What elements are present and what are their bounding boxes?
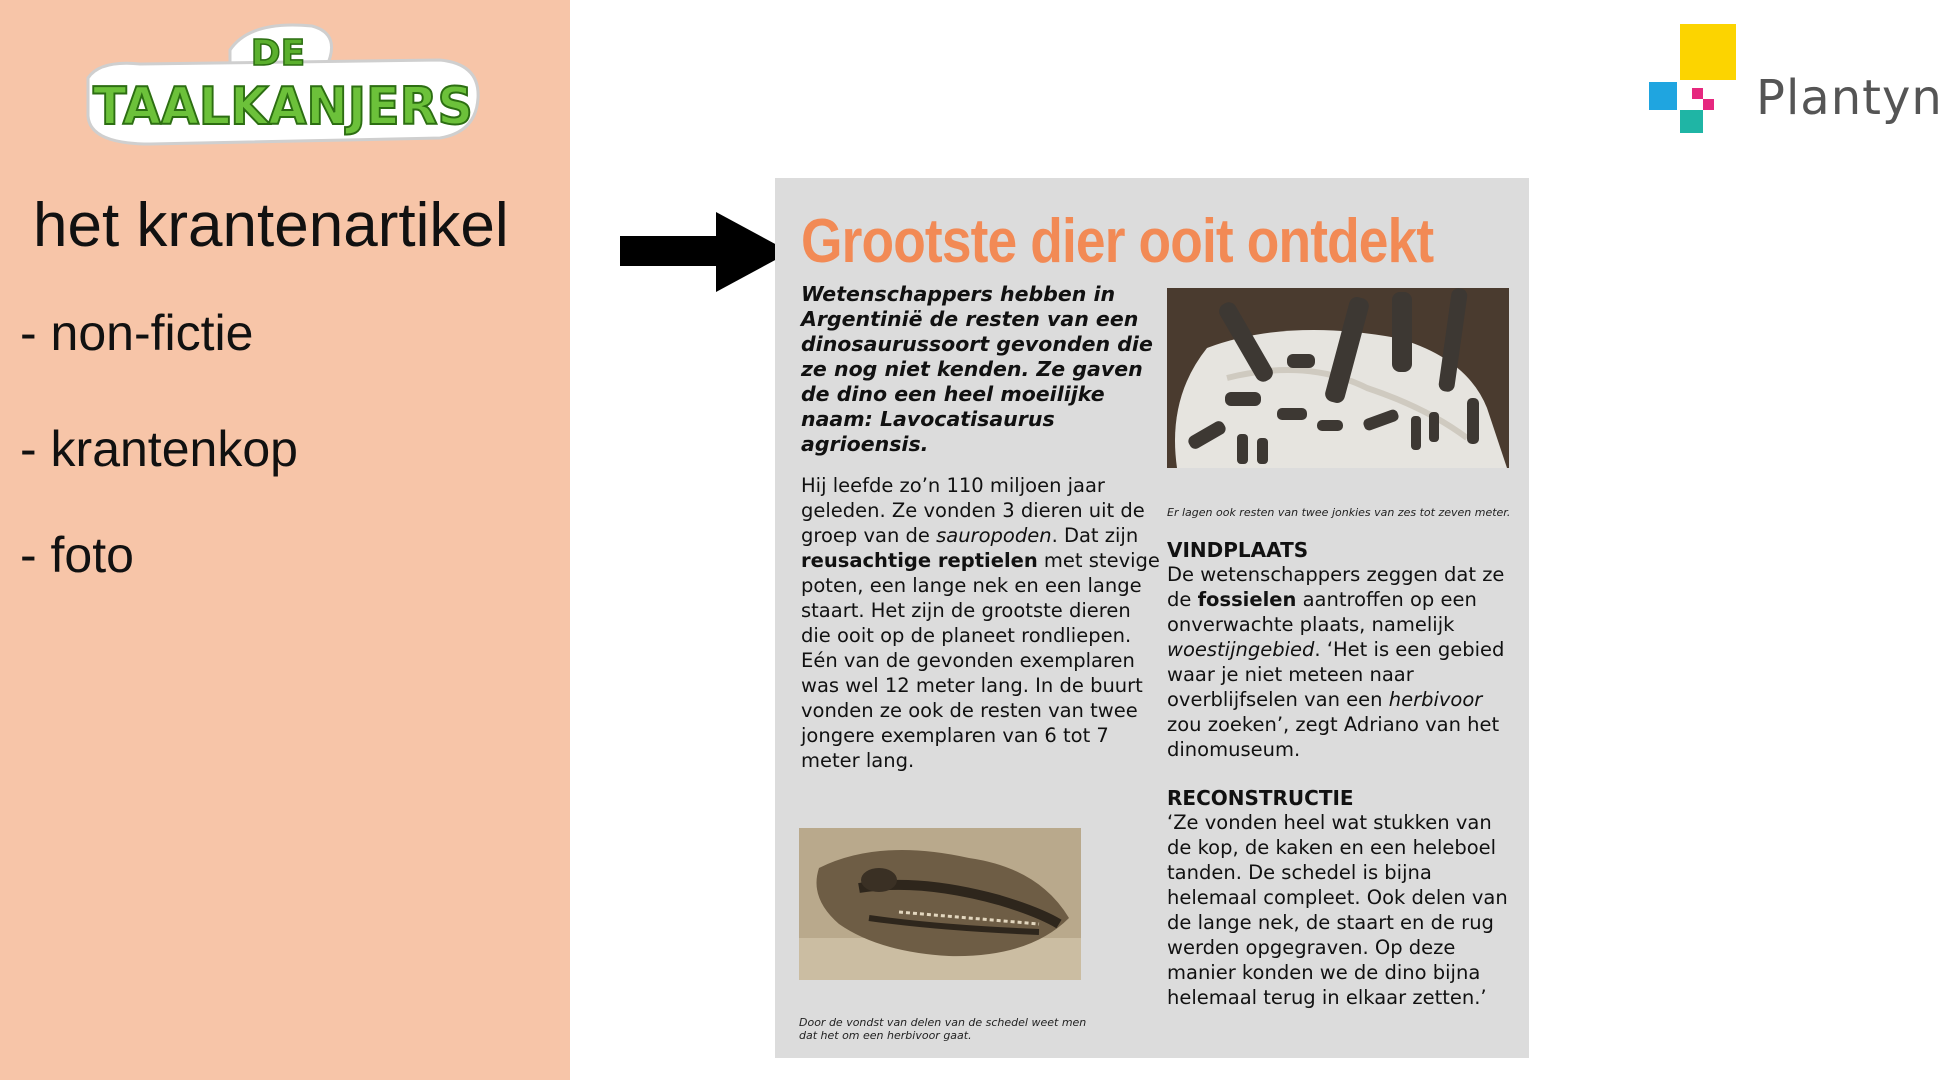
article-body: Hij leefde zo’n 110 miljoen jaar geleden. Ze vonden 3 dieren uit de groep van de sauropoden. Dat zijn reusachtige reptielen met stevige poten, een lange nek en een lange staart. Het zijn de grootste dieren die ooit op de planeet rondliepen. Eén van de gevonden exemplaren was wel 12 meter lang. In de buurt vonden ze ook de resten van twee jongere exemplaren van 6 tot 7 meter lang. [801,474,1160,772]
newspaper-article [775,178,1529,1058]
dino-skull-photo [799,828,1081,980]
section-text-vindplaats: De wetenschappers zeggen dat ze de fossielen aantroffen op een onverwachte plaats, namelijk woestijngebied. ‘Het is een gebied waar je niet meteen naar overblijfselen van een herbivoor zou zoeken’, zegt Adriano van het dinomuseum. [1167,563,1505,761]
section-title-reconstructie: RECONSTRUCTIE [1167,786,1354,810]
fossil-bones-photo [1167,288,1509,468]
section-title-vindplaats: VINDPLAATS [1167,538,1309,562]
svg-text:TAALKANJERS: TAALKANJERS [93,77,473,137]
term-fossielen: fossielen [1197,588,1297,611]
term-woestijngebied: woestijngebied [1167,638,1315,661]
taalkanjers-logo-graphic [80,20,486,150]
plantyn-logo [1646,22,1943,140]
photo-caption-top: Er lagen ook resten van twee jonkies van zes tot zeven meter. [1167,506,1511,519]
svg-text:DE: DE [250,33,306,74]
plantyn-brand-name: Plantyn [1756,70,1943,126]
left-panel [0,0,570,1080]
article-intro: Wetenschappers hebben in Argentinië de resten van een dinosaurussoort gevonden die ze nog niet kenden. Ze gaven de dino een heel moeilijke naam: Lavocatisaurus agrioensis. [801,282,1153,456]
taalkanjers-logo [80,20,486,150]
bullet-non-fictie: - non-fictie [20,305,254,361]
bullet-krantenkop: - krantenkop [20,421,298,477]
term-herbivoor: herbivoor [1388,688,1483,711]
slide-title: het krantenartikel [33,191,509,260]
arrow-right-icon [620,212,792,296]
article-left-column [801,282,1161,773]
photo-caption-bottom: Door de vondst van delen van de schedel weet men dat het om een herbivoor gaat. [799,1016,1087,1042]
bullet-foto: - foto [20,527,134,583]
section-vindplaats [1167,538,1517,762]
article-headline: Grootste dier ooit ontdekt [801,207,1434,276]
term-sauropoden: sauropoden [936,524,1052,547]
plantyn-squares-icon [1646,22,1756,140]
term-reusachtige-reptielen: reusachtige reptielen [801,549,1038,572]
section-text-reconstructie: ‘Ze vonden heel wat stukken van de kop, de kaken en een heleboel tanden. De schedel is bijna helemaal compleet. Ook delen van de lange nek, de staart en de rug werden opgegraven. Op deze manier konden we de dino bijna helemaal terug in elkaar zetten.’ [1167,811,1508,1009]
section-reconstructie [1167,786,1517,1010]
